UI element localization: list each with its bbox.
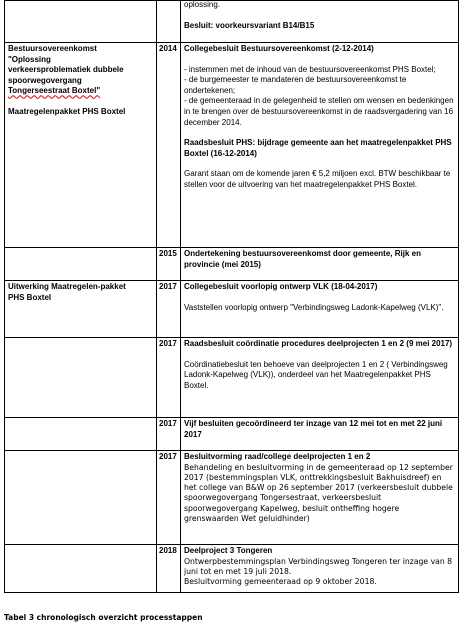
table-cell-label (5, 451, 157, 545)
label-line: Maatregelenpakket PHS Boxtel (8, 106, 126, 116)
cell-text: Besluitvorming gemeenteraad op 9 oktober 2018. (184, 577, 377, 587)
table-cell-label (5, 281, 157, 338)
cell-heading: Vijf besluiten gecoördineerd ter inzage van 12 mei tot en met 22 juni 2017 (184, 419, 443, 439)
table-row (5, 248, 459, 281)
table-row (5, 1, 459, 43)
table-cell-description (181, 338, 459, 418)
table-cell-description (181, 248, 459, 281)
table-caption: Tabel 3 chronologisch overzicht processtappen (4, 613, 203, 622)
table-cell-label (5, 43, 157, 248)
cell-heading: Raadsbesluit coördinatie procedures deelprojecten 1 en 2 (9 mei 2017) (184, 339, 453, 348)
table-cell-label (5, 545, 157, 593)
label-line: Uitwerking Maatregelen-pakket (8, 282, 126, 291)
table-cell-description (181, 418, 459, 451)
table-row (5, 281, 459, 338)
cell-text: oplossing. (184, 0, 221, 9)
cell-text: Ontwerpbestemmingsplan Verbindingsweg Tongeren ter inzage van 8 juni tot en met 19 juli 2018. (184, 556, 453, 576)
cell-heading: Raadsbesluit PHS: bijdrage gemeente aan het maatregelenpakket PHS Boxtel (16-12-2014) (184, 138, 452, 158)
table-cell-description (181, 545, 459, 593)
table-cell-description (181, 1, 459, 43)
cell-heading: Ondertekening bestuursovereenkomst door gemeente, Rijk en provincie (mei 2015) (184, 249, 421, 269)
table-cell-year (157, 1, 181, 43)
table-cell-year: 2017 (157, 281, 181, 338)
table-cell-label (5, 248, 157, 281)
cell-text: - de gemeenteraad in de gelegenheid te stellen om wensen en bedenkingen in te brengen over de bestuursovereenkomst in de raadsvergadering van 16 december 2014. (184, 96, 454, 127)
table-cell-description (181, 281, 459, 338)
cell-text: - instemmen met de inhoud van de bestuursovereenkomst PHS Boxtel; (184, 64, 436, 74)
cell-text: Garant staan om de komende jaren € 5,2 miljoen excl. BTW beschikbaar te stellen voor de uitvoering van het maatregelenpakket PHS Boxtel. (184, 169, 451, 189)
label-line: verkeersproblematiek dubbele (8, 65, 124, 75)
label-line: Tongerseestraat Boxtel" (8, 86, 101, 96)
table-cell-label (5, 418, 157, 451)
table-row (5, 43, 459, 248)
table-cell-year: 2017 (157, 338, 181, 418)
label-line: PHS Boxtel (8, 292, 52, 302)
process-table (4, 0, 459, 593)
cell-text: Vaststellen voorlopig ontwerp "Verbindingsweg Ladonk-Kapelweg (VLK)". (184, 302, 444, 312)
table-row (5, 418, 459, 451)
table-cell-year: 2014 (157, 43, 181, 248)
table-cell-year: 2015 (157, 248, 181, 281)
label-line: Bestuursovereenkomst (8, 44, 97, 53)
cell-heading: Besluitvorming raad/college deelprojecten 1 en 2 (184, 452, 371, 461)
cell-heading: Besluit: voorkeursvariant B14/B15 (184, 20, 315, 30)
cell-text: Coördinatiebesluit ten behoeve van deelprojecten 1 en 2 ( Verbindingsweg Ladonk-Kapelweg (VLK)), onderdeel van het Maatregelenpakket PHS Boxtel. (184, 359, 448, 390)
table-row (5, 451, 459, 545)
table-cell-description (181, 43, 459, 248)
table-cell-year: 2017 (157, 418, 181, 451)
cell-text: Behandeling en besluitvorming in de gemeenteraad op 12 september 2017 (bestemmingsplan VLK, onttrekkingsbesluit Bakhuisdreef) en het college van B&W op 26 september 2017 (verkeersbesluit dubbele spoorwegovergang Tongersestraat, verkeersbesluit spoorwegovergang Kapelweg, besluit ontheffing hogere grenswaarden Wet geluidhinder) (184, 462, 453, 524)
cell-heading: Deelproject 3 Tongeren (184, 546, 273, 555)
cell-heading: Collegebesluit voorlopig ontwerp VLK (18-04-2017) (184, 282, 378, 291)
table-row (5, 338, 459, 418)
table-cell-year: 2018 (157, 545, 181, 593)
table-cell-label (5, 338, 157, 418)
table-cell-year: 2017 (157, 451, 181, 545)
table-cell-description (181, 451, 459, 545)
cell-heading: Collegebesluit Bestuursovereenkomst (2-12-2014) (184, 44, 374, 53)
label-line: spoorwegovergang (8, 75, 82, 85)
cell-text: - de burgemeester te mandateren de bestuursovereenkomst te ondertekenen; (184, 75, 407, 95)
table-row (5, 545, 459, 593)
table-cell-label (5, 1, 157, 43)
label-line: "Oplossing (8, 54, 51, 64)
